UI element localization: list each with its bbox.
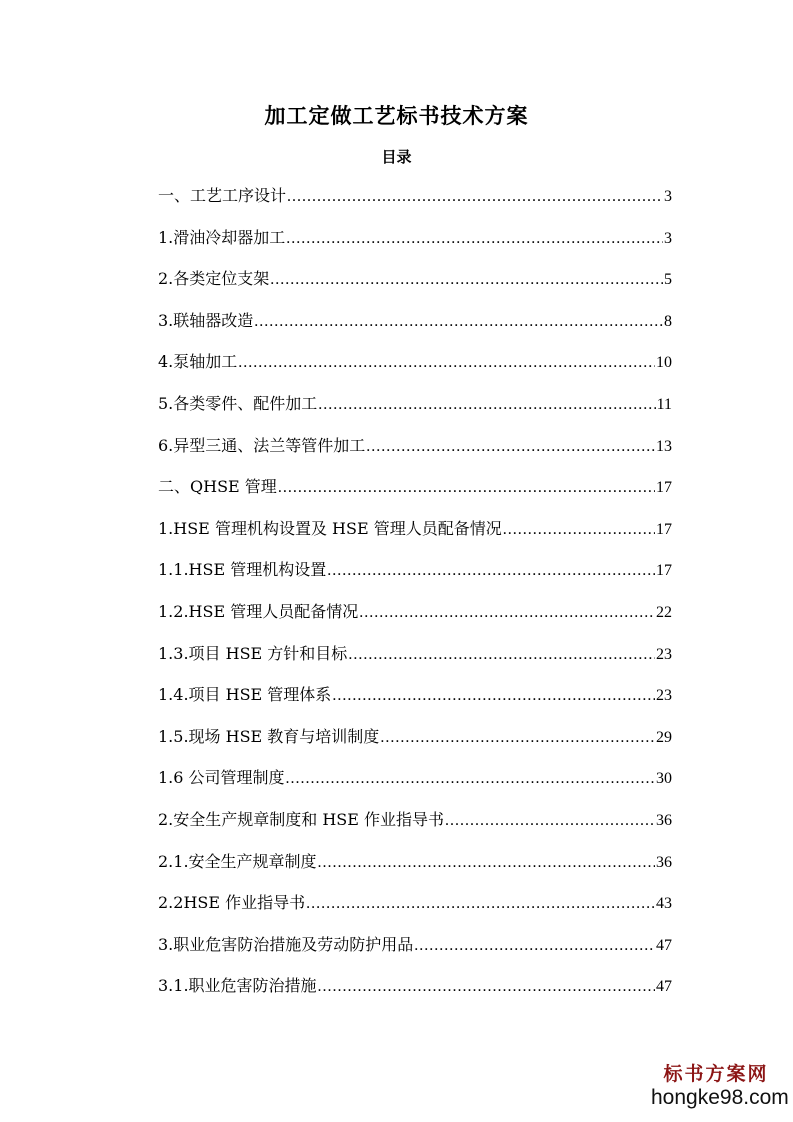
toc-entry-text: 二、QHSE 管理 xyxy=(158,477,277,497)
toc-leader-dots xyxy=(318,393,655,417)
toc-entry-page-number: 3 xyxy=(664,229,672,247)
toc-entry[interactable] xyxy=(158,725,672,767)
toc-entry[interactable] xyxy=(158,434,672,476)
toc-leader-dots xyxy=(286,227,663,251)
toc-leader-dots xyxy=(270,268,663,292)
toc-entry-page-number: 36 xyxy=(656,853,672,871)
toc-leader-dots xyxy=(238,351,655,375)
toc-leader-dots xyxy=(254,310,663,334)
toc-leader-dots xyxy=(327,559,655,583)
toc-entry-text: 1.滑油冷却器加工 xyxy=(158,227,286,247)
watermark xyxy=(651,1062,789,1110)
toc-entry-page-number: 47 xyxy=(656,936,672,954)
table-of-contents xyxy=(158,184,672,1016)
toc-leader-dots xyxy=(306,892,655,916)
toc-entry-text: 2.安全生产规章制度和 HSE 作业指导书 xyxy=(158,809,445,829)
toc-entry[interactable] xyxy=(158,850,672,892)
toc-entry-page-number: 43 xyxy=(656,895,672,913)
watermark-url: hongke98.com xyxy=(651,1086,789,1109)
toc-entry[interactable] xyxy=(158,891,672,933)
toc-leader-dots xyxy=(332,684,655,708)
toc-entry[interactable] xyxy=(158,309,672,351)
toc-entry-page-number: 23 xyxy=(656,645,672,663)
toc-entry-text: 3.联轴器改造 xyxy=(158,310,254,330)
toc-entry-text: 2.2HSE 作业指导书 xyxy=(158,893,306,913)
toc-entry-page-number: 5 xyxy=(664,271,672,289)
toc-leader-dots xyxy=(414,934,655,958)
toc-entry[interactable] xyxy=(158,766,672,808)
toc-entry-page-number: 30 xyxy=(656,770,672,788)
toc-leader-dots xyxy=(278,476,655,500)
toc-entry[interactable] xyxy=(158,808,672,850)
toc-entry[interactable] xyxy=(158,475,672,517)
toc-entry-text: 1.2.HSE 管理人员配备情况 xyxy=(158,601,359,621)
toc-entry-page-number: 17 xyxy=(656,562,672,580)
toc-entry-text: 2.各类定位支架 xyxy=(158,269,270,289)
toc-entry-page-number: 22 xyxy=(656,603,672,621)
toc-entry[interactable] xyxy=(158,267,672,309)
toc-entry-page-number: 13 xyxy=(656,437,672,455)
toc-entry-text: 4.泵轴加工 xyxy=(158,352,238,372)
toc-entry-page-number: 17 xyxy=(656,520,672,538)
toc-entry-page-number: 11 xyxy=(656,395,672,413)
toc-entry[interactable] xyxy=(158,600,672,642)
toc-entry-text: 1.1.HSE 管理机构设置 xyxy=(158,560,327,580)
toc-entry-text: 6.异型三通、法兰等管件加工 xyxy=(158,435,366,455)
toc-entry-page-number: 23 xyxy=(656,687,672,705)
toc-entry[interactable] xyxy=(158,517,672,559)
toc-entry[interactable] xyxy=(158,392,672,434)
toc-entry[interactable] xyxy=(158,683,672,725)
toc-entry-text: 一、工艺工序设计 xyxy=(158,186,287,205)
toc-heading: 目录 xyxy=(381,148,412,166)
toc-leader-dots xyxy=(286,767,655,791)
toc-entry[interactable] xyxy=(158,226,672,268)
toc-entry-text: 5.各类零件、配件加工 xyxy=(158,393,318,413)
watermark-site-name: 标书方案网 xyxy=(663,1063,769,1085)
toc-entry-text: 1.6 公司管理制度 xyxy=(158,768,285,788)
toc-leader-dots xyxy=(318,975,655,999)
toc-leader-dots xyxy=(445,809,655,833)
toc-leader-dots xyxy=(380,726,655,750)
document-title: 加工定做工艺标书技术方案 xyxy=(264,103,529,128)
toc-entry-text: 1.5.现场 HSE 教育与培训制度 xyxy=(158,726,380,746)
toc-entry-page-number: 8 xyxy=(664,312,672,330)
toc-entry-page-number: 17 xyxy=(656,479,672,497)
toc-entry-text: 1.HSE 管理机构设置及 HSE 管理人员配备情况 xyxy=(158,518,502,538)
toc-entry-page-number: 10 xyxy=(656,354,672,372)
toc-entry-text: 1.4.项目 HSE 管理体系 xyxy=(158,685,332,705)
toc-entry-page-number: 29 xyxy=(656,728,672,746)
toc-entry-text: 3.职业危害防治措施及劳动防护用品 xyxy=(158,934,414,954)
toc-entry-text: 3.1.职业危害防治措施 xyxy=(158,976,317,996)
toc-leader-dots xyxy=(366,435,655,459)
toc-entry-text: 1.3.项目 HSE 方针和目标 xyxy=(158,643,348,663)
toc-leader-dots xyxy=(503,518,655,542)
toc-entry[interactable] xyxy=(158,933,672,975)
toc-entry-page-number: 3 xyxy=(664,188,672,205)
toc-entry[interactable] xyxy=(158,642,672,684)
toc-leader-dots xyxy=(318,851,655,875)
toc-entry-page-number: 36 xyxy=(656,811,672,829)
toc-entry-text: 2.1.安全生产规章制度 xyxy=(158,851,317,871)
toc-entry[interactable] xyxy=(158,974,672,1016)
toc-leader-dots xyxy=(348,643,655,667)
toc-entry[interactable] xyxy=(158,350,672,392)
toc-entry[interactable] xyxy=(158,184,672,226)
toc-entry[interactable] xyxy=(158,558,672,600)
toc-leader-dots xyxy=(287,185,663,209)
toc-leader-dots xyxy=(359,601,655,625)
toc-entry-page-number: 47 xyxy=(656,978,672,996)
